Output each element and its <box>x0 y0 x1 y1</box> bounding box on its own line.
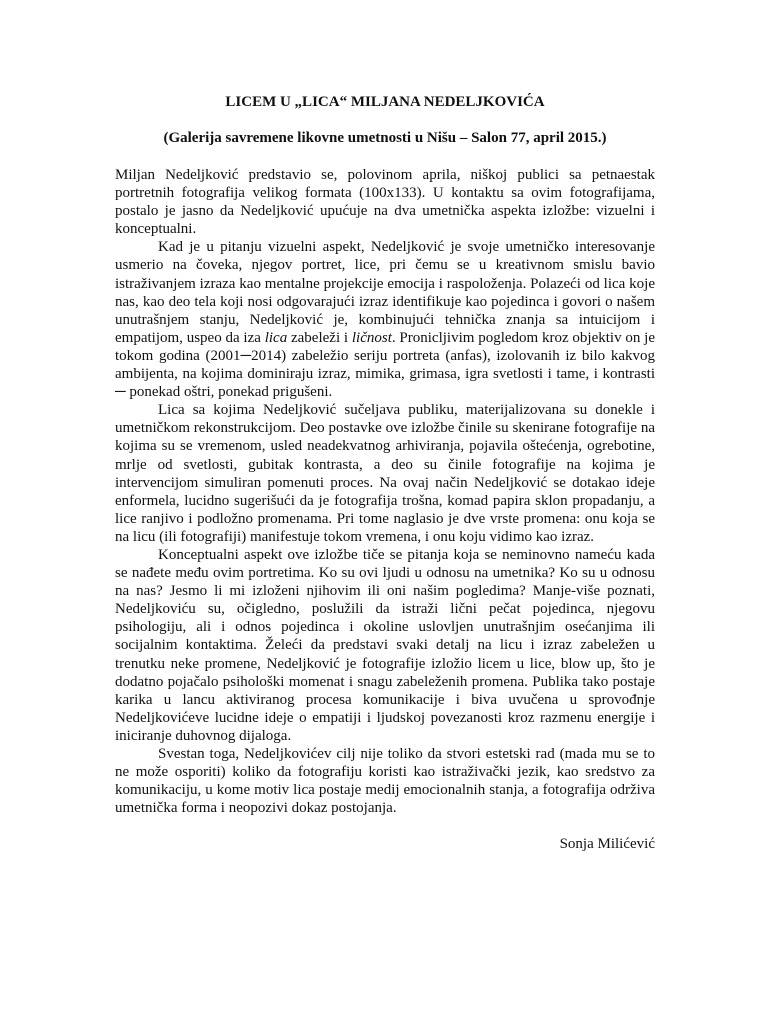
paragraph-2-italic-licnost: ličnost <box>351 329 392 346</box>
paragraph-1: Miljan Nedeljković predstavio se, polovinom aprila, niškoj publici sa petnaestak portretnih fotografija velikog formata (100x133). U kontaktu sa ovim fotografijama, postalo je jasno da Nedeljković upućuje na dva umetnička aspekta izložbe: vizuelni i konceptualni. <box>115 167 655 238</box>
paragraph-5: Svestan toga, Nedeljkovićev cilj nije toliko da stvori estetski rad (mada mu se to ne može osporiti) koliko da fotografiju koristi kao istraživački jezik, kao sredstvo za komunikaciju, u kome motiv lica postaje medij emocionalnih stanja, a fotografija održiva umetnička forma i neopozivi dokaz postojanja. <box>115 746 655 817</box>
paragraph-2-text-a: Kad je u pitanju vizuelni aspekt, Nedeljković je svoje umetničko interesovanje usmerio na čoveka, njegov portret, lice, pri čemu se u kreativnom smislu bavio istraživanjem izraza kao mentalne projekcije emocija i raspoloženja. Polazeći od lica koje nas, kao deo tela koji nosi odgovarajući izraz identifikuje kao pojedinca i govori o našem unutrašnjem stanju, Nedeljković je, kombinujući tehnička znanja sa intuicijom i empatijom, uspeo da iza <box>115 239 655 346</box>
paragraph-2-italic-lica: lica <box>264 329 288 346</box>
document-subtitle: (Galerija savremene likovne umetnosti u Nišu – Salon 77, april 2015.) <box>163 130 607 146</box>
paragraph-3: Lica sa kojima Nedeljković sučeljava publiku, materijalizovana su donekle i umetničkom rekonstrukcijom. Deo postavke ove izložbe činile su skenirane fotografije na kojima su se vremenom, usled neadekvatnog arhiviranja, pojavila oštećenja, ogrebotine, mrlje od svetlosti, gubitak kontrasta, a deo su činile fotografije na kojima je intervencijom simuliran pomenuti proces. Na ovaj način Nedeljković se dotakao ideje enformela, lucidno sugerišući da je fotografija trošna, komad papira sklon propadanju, a lice ranjivo i podložno promenama. Pri tome naglasio je dve vrste promena: onu koja se na licu (ili fotografiji) manifestuje tokom vremena, i onu koju vidimo kao izraz. <box>115 402 655 545</box>
author-signature: Sonja Milićević <box>559 836 655 853</box>
paragraph-2-text-b: zabeleži i <box>287 329 352 346</box>
document-page <box>115 93 655 854</box>
paragraph-2-text-c: . Pronicljivim pogledom kroz objektiv on je tokom godina (2001─2014) zabeležio seriju portreta (anfas), izolovanih iz bilo kakvog ambijenta, na kojima dominiraju izraz, mimika, grimasa, igra svetlosti i tame, i kontrasti ─ ponekad oštri, ponekad prigušeni. <box>115 329 655 401</box>
paragraph-2 <box>115 238 655 401</box>
document-title: LICEM U „LICA“ MILJANA NEDELJKOVIĆA <box>225 94 545 110</box>
paragraph-4: Konceptualni aspekt ove izložbe tiče se pitanja koja se neminovno nameću kada se nađete među ovim portretima. Ko su ovi ljudi u odnosu na umetnika? Ko su u odnosu na nas? Jesmo li mi izloženi njihovim ili oni našim pogledima? Manje-više poznati, Nedeljkoviću su, očigledno, poslužili da istraži lični pečat pojedinca, njegovu psihologiju, ali i odnos pojedinca i okoline uslovljen unutrašnjim osećanjima ili socijalnim kontaktima. Želeći da predstavi svaki detalj na licu i izraz zabeležen u trenutku neke promene, Nedeljković je fotografije izložio licem u lice, blow up, što je dodatno pojačalo psihološki momenat i snagu zabeleženih promena. Publika tako postaje karika u lancu aktiviranog procesa komunikacije i biva uvučena u sprovođnje Nedeljkovićeve lucidne ideje o empatiji i ljudskoj povezanosti kroz razmenu energije i iniciranje duhovnog dijaloga. <box>115 546 655 744</box>
